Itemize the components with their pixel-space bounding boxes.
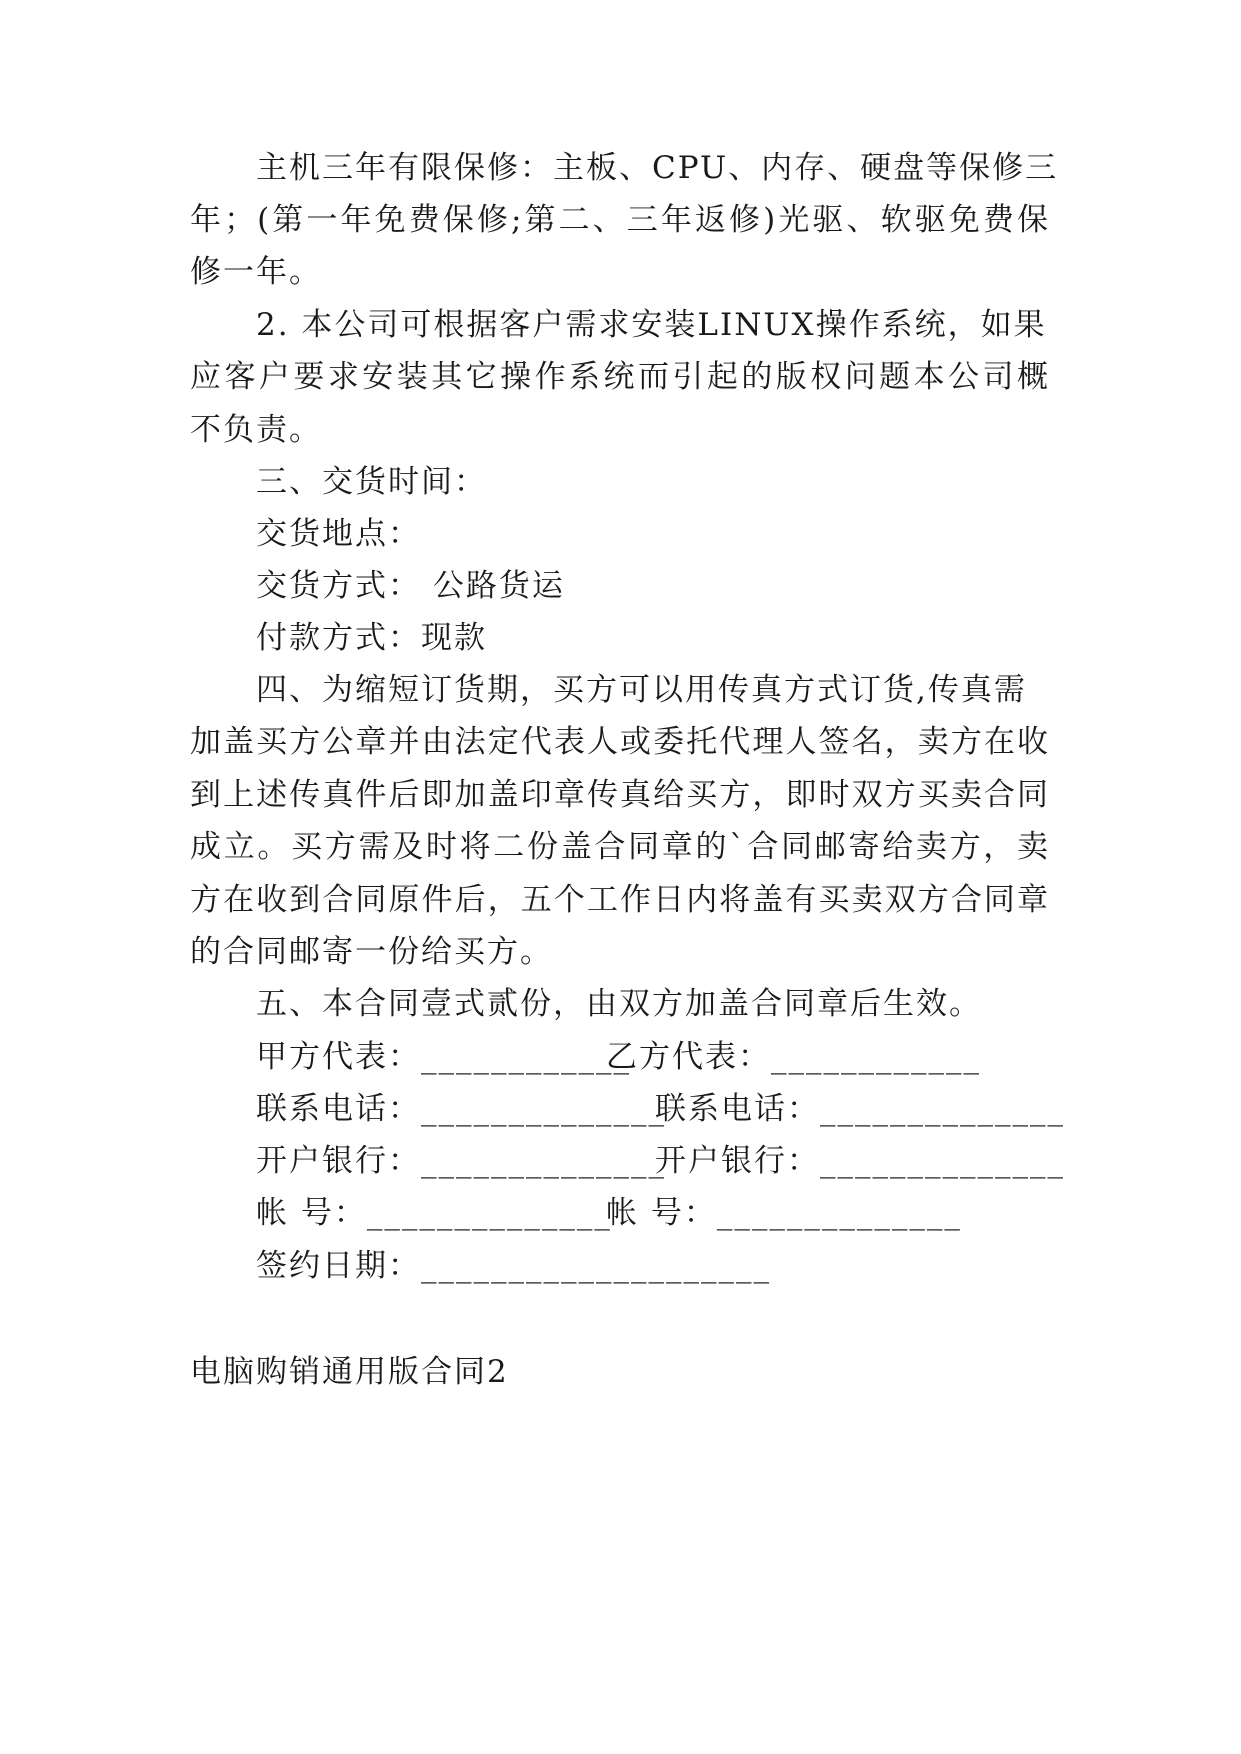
paragraph-warranty-line-2: 年；(第一年免费保修;第二、三年返修)光驱、软驱免费保 <box>190 202 1050 238</box>
phone-a-field: 联系电话：______________ <box>256 1091 666 1127</box>
paragraph-os-line-2: 应客户要求安装其它操作系统而引起的版权问题本公司概 <box>190 359 1050 395</box>
delivery-place: 交货地点： <box>256 516 421 552</box>
rep-b-field: 乙方代表：____________ <box>606 1039 981 1075</box>
bank-a-field: 开户银行：______________ <box>256 1143 666 1179</box>
bank-b-field: 开户银行：______________ <box>655 1143 1065 1179</box>
section-fax-order-line-3: 到上述传真件后即加盖印章传真给买方，即时双方买卖合同 <box>190 777 1050 813</box>
section-fax-order-line-6: 的合同邮寄一份给买方。 <box>190 934 553 970</box>
paragraph-os-line-3: 不负责。 <box>190 412 322 448</box>
next-contract-title: 电脑购销通用版合同2 <box>190 1354 509 1390</box>
account-a-field: 帐 号：______________ <box>256 1195 612 1231</box>
paragraph-os-line-1: 2. 本公司可根据客户需求安装LINUX操作系统，如果 <box>256 307 1047 343</box>
phone-b-field: 联系电话：______________ <box>655 1091 1065 1127</box>
account-b-field: 帐 号：______________ <box>606 1195 962 1231</box>
section-fax-order-line-4: 成立。买方需及时将二份盖合同章的`合同邮寄给卖方，卖 <box>190 829 1050 865</box>
paragraph-warranty-line-3: 修一年。 <box>190 254 322 290</box>
section-fax-order-line-5: 方在收到合同原件后，五个工作日内将盖有买卖双方合同章 <box>190 882 1050 918</box>
section-fax-order-line-2: 加盖买方公章并由法定代表人或委托代理人签名，卖方在收 <box>190 724 1050 760</box>
paragraph-warranty-line-1: 主机三年有限保修：主板、CPU、内存、硬盘等保修三 <box>256 150 1059 186</box>
section-fax-order-line-1: 四、为缩短订货期，买方可以用传真方式订货,传真需 <box>256 672 1027 708</box>
sign-date-field: 签约日期：____________________ <box>256 1248 771 1284</box>
payment-method: 付款方式：现款 <box>256 620 487 656</box>
section-delivery-time: 三、交货时间： <box>256 464 487 500</box>
rep-a-field: 甲方代表：____________ <box>256 1039 631 1075</box>
section-copies: 五、本合同壹式贰份，由双方加盖合同章后生效。 <box>256 986 982 1022</box>
delivery-method: 交货方式： 公路货运 <box>256 568 565 604</box>
